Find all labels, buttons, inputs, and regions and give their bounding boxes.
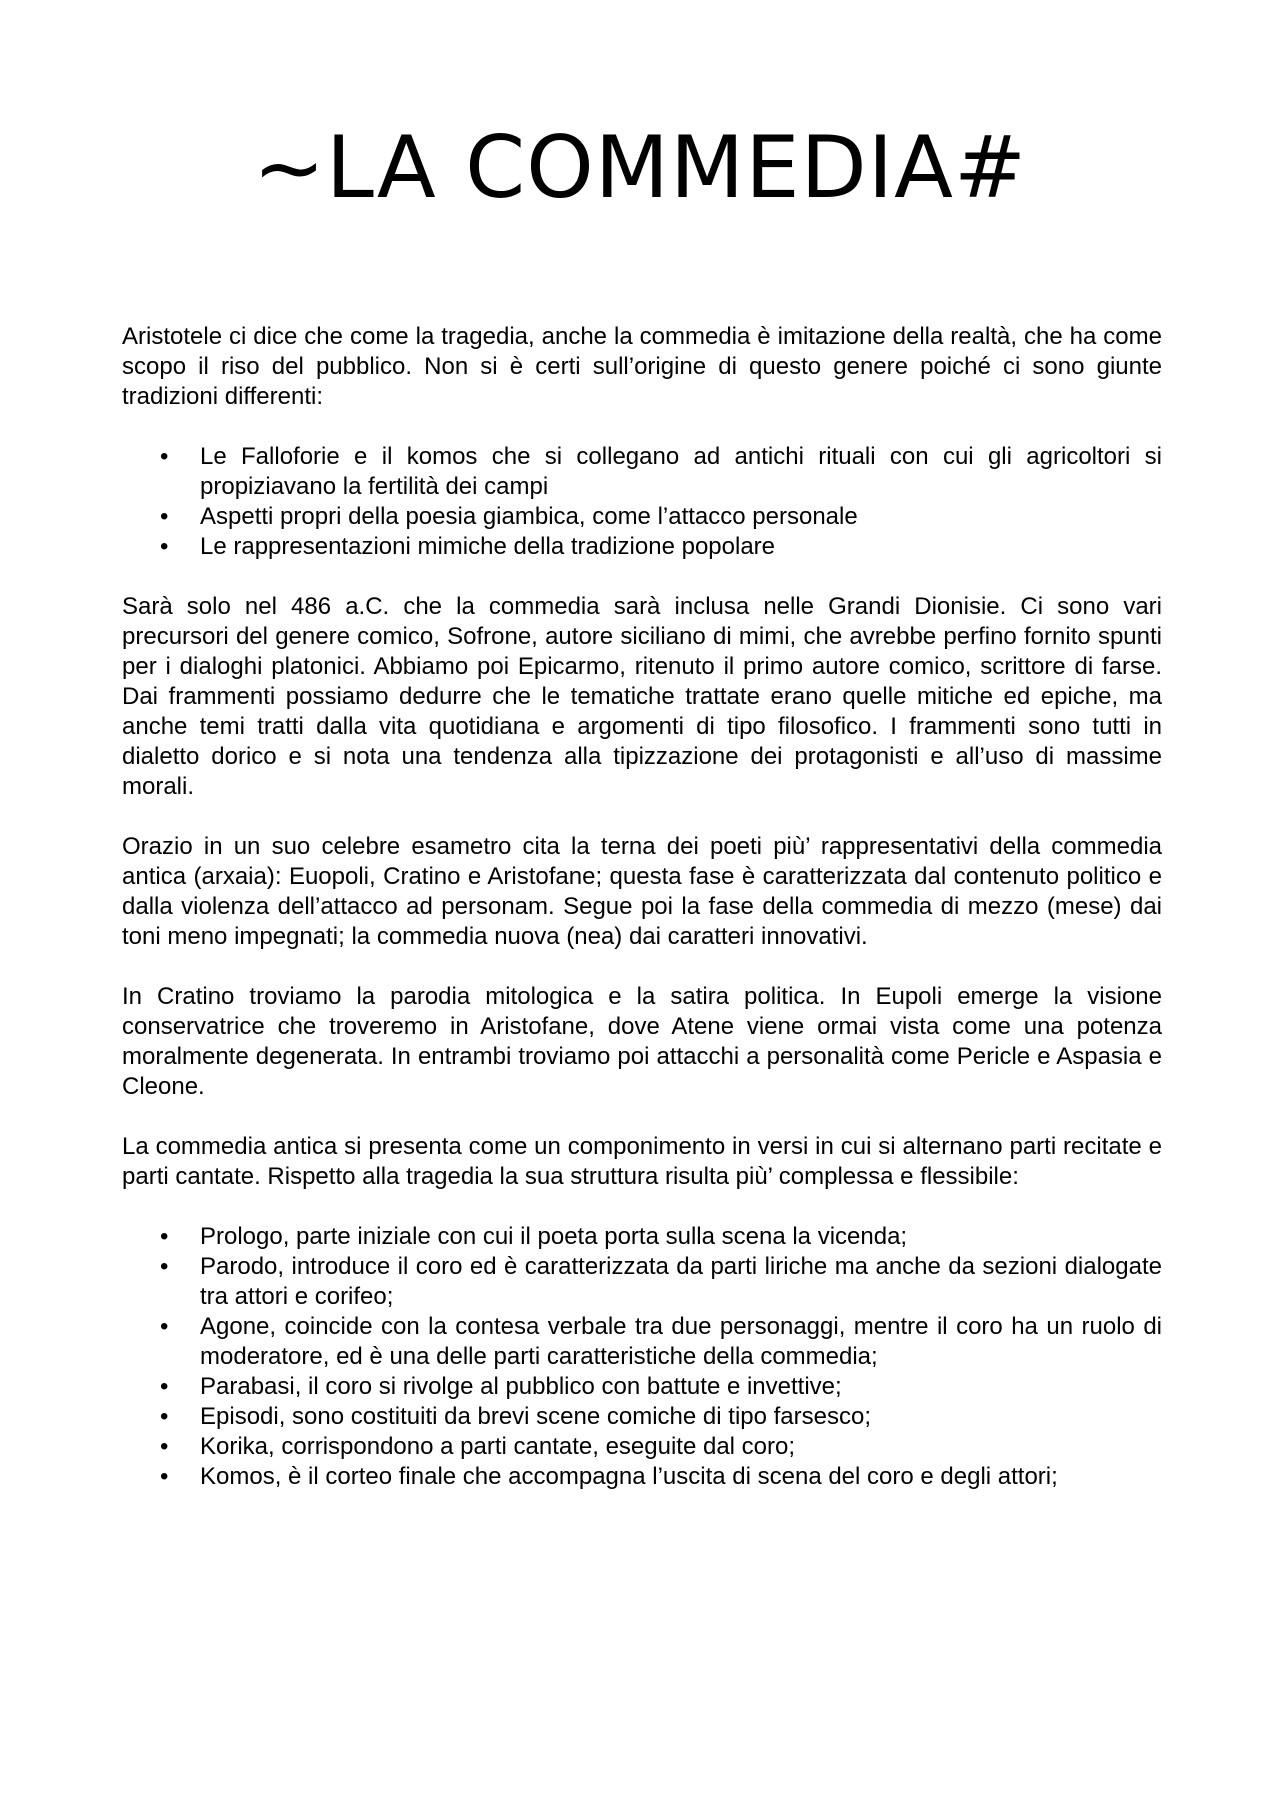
bullet-icon: •: [160, 1403, 169, 1430]
list-item-text: Episodi, sono costituiti da brevi scene comiche di tipo farsesco;: [200, 1403, 872, 1430]
bullet-icon: •: [160, 1223, 169, 1250]
list-item: [122, 502, 1162, 532]
list-item: [122, 1462, 1162, 1492]
orazio-paragraph: Orazio in un suo celebre esametro cita la terna dei poeti più’ rappresentativi della commedia antica (arxaia): Euopoli, Cratino e Aristofane; questa fase è caratterizzata dal contenuto politico e dalla violenza dell’attacco ad personam. Segue poi la fase della commedia di mezzo (mese) dai toni meno impegnati; la commedia nuova (nea) dai caratteri innovativi.: [122, 833, 1162, 950]
list-item-text: Agone, coincide con la contesa verbale tra due personaggi, mentre il coro ha un ruolo di moderatore, ed è una delle parti caratteristiche della commedia;: [200, 1313, 1162, 1370]
list-item-text: Parodo, introduce il coro ed è caratterizzata da parti liriche ma anche da sezioni dialogate tra attori e corifeo;: [200, 1253, 1162, 1310]
list-item: [122, 1222, 1162, 1252]
document-body: [122, 322, 1162, 1522]
bullet-icon: •: [160, 1463, 169, 1490]
list-item: [122, 1432, 1162, 1462]
structure-list: [122, 1222, 1162, 1492]
bullet-icon: •: [160, 1433, 169, 1460]
bullet-icon: •: [160, 503, 169, 530]
list-item: [122, 1402, 1162, 1432]
cratino-paragraph: In Cratino troviamo la parodia mitologica e la satira politica. In Eupoli emerge la visione conservatrice che troveremo in Aristofane, dove Atene viene ormai vista come una potenza moralmente degenerata. In entrambi troviamo poi attacchi a personalità come Pericle e Aspasia e Cleone.: [122, 983, 1162, 1100]
list-item-text: Le Falloforie e il komos che si collegano ad antichi rituali con cui gli agricoltori si propiziavano la fertilità dei campi: [200, 443, 1162, 500]
list-item: [122, 1312, 1162, 1372]
page-title: ~LA COMMEDIA#: [252, 118, 1028, 218]
structure-paragraph: La commedia antica si presenta come un componimento in versi in cui si alternano parti recitate e parti cantate. Rispetto alla tragedia la sua struttura risulta più’ complessa e flessibile:: [122, 1133, 1162, 1190]
list-item-text: Parabasi, il coro si rivolge al pubblico con battute e invettive;: [200, 1373, 842, 1400]
list-item: [122, 1372, 1162, 1402]
list-item-text: Prologo, parte iniziale con cui il poeta porta sulla scena la vicenda;: [200, 1223, 908, 1250]
bullet-icon: •: [160, 1313, 169, 1340]
bullet-icon: •: [160, 1253, 169, 1280]
list-item-text: Komos, è il corteo finale che accompagna l’uscita di scena del coro e degli attori;: [200, 1463, 1058, 1490]
list-item: [122, 532, 1162, 562]
list-item-text: Korika, corrispondono a parti cantate, eseguite dal coro;: [200, 1433, 796, 1460]
bullet-icon: •: [160, 443, 169, 470]
bullet-icon: •: [160, 533, 169, 560]
list-item: [122, 442, 1162, 502]
list-item-text: Aspetti propri della poesia giambica, come l’attacco personale: [200, 503, 858, 530]
intro-paragraph: Aristotele ci dice che come la tragedia, anche la commedia è imitazione della realtà, che ha come scopo il riso del pubblico. Non si è certi sull’origine di questo genere poiché ci sono giunte tradizioni differenti:: [122, 323, 1162, 410]
origins-list: [122, 442, 1162, 562]
list-item-text: Le rappresentazioni mimiche della tradizione popolare: [200, 533, 776, 560]
bullet-icon: •: [160, 1373, 169, 1400]
list-item: [122, 1252, 1162, 1312]
precursors-paragraph: Sarà solo nel 486 a.C. che la commedia sarà inclusa nelle Grandi Dionisie. Ci sono vari precursori del genere comico, Sofrone, autore siciliano di mimi, che avrebbe perfino fornito spunti per i dialoghi platonici. Abbiamo poi Epicarmo, ritenuto il primo autore comico, scrittore di farse. Dai frammenti possiamo dedurre che le tematiche trattate erano quelle mitiche ed epiche, ma anche temi tratti dalla vita quotidiana e argomenti di tipo filosofico. I frammenti sono tutti in dialetto dorico e si nota una tendenza alla tipizzazione dei protagonisti e all’uso di massime morali.: [122, 593, 1162, 800]
